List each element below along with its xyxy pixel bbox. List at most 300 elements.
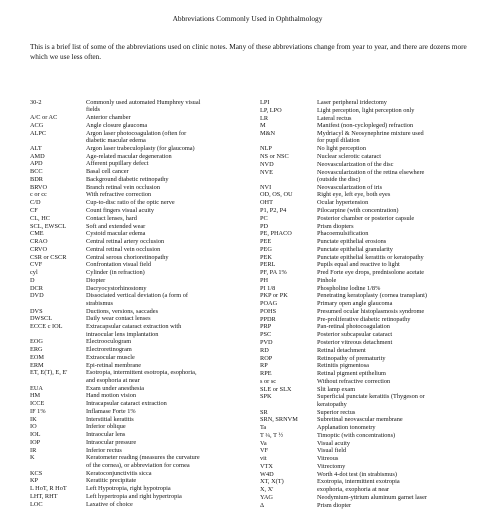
abbreviation-row bbox=[260, 308, 482, 315]
abbreviation-row bbox=[30, 130, 252, 145]
abbreviation-definition bbox=[86, 416, 252, 423]
abbreviation-term: HM bbox=[30, 392, 41, 400]
abbreviation-definition bbox=[86, 160, 252, 167]
abbreviation-row bbox=[30, 199, 252, 206]
abbreviation-term: PI 1/8 bbox=[260, 284, 276, 292]
abbreviation-row bbox=[30, 122, 252, 129]
abbreviation-row bbox=[30, 285, 252, 292]
abbreviation-definition bbox=[317, 323, 482, 330]
abbreviation-definition bbox=[317, 246, 482, 253]
abbreviation-definition bbox=[317, 145, 482, 152]
abbreviation-row bbox=[260, 145, 482, 152]
definition-line: Manifest (non-cyclopleged) refraction bbox=[317, 122, 414, 130]
abbreviation-row bbox=[260, 254, 482, 261]
definition-line: Mydriacyl & Neosynephrine mixture used bbox=[317, 130, 424, 138]
abbreviation-definition bbox=[86, 485, 252, 492]
abbreviation-definition bbox=[317, 122, 482, 129]
abbreviation-term: ALPC bbox=[30, 129, 47, 137]
abbreviation-definition bbox=[317, 463, 482, 470]
abbreviation-term: LHT, RHT bbox=[30, 492, 58, 500]
abbreviation-definition bbox=[86, 369, 252, 384]
abbreviation-definition bbox=[86, 153, 252, 160]
abbreviation-definition bbox=[86, 191, 252, 198]
abbreviation-row bbox=[260, 199, 482, 206]
abbreviation-row bbox=[260, 99, 482, 106]
abbreviation-definition bbox=[317, 191, 482, 198]
abbreviation-term: SRN, SRNVM bbox=[260, 416, 298, 424]
abbreviation-row bbox=[30, 408, 252, 415]
abbreviation-definition bbox=[86, 477, 252, 484]
abbreviation-term: DVS bbox=[30, 307, 43, 315]
definition-line: Cystoid macular edema bbox=[86, 230, 146, 238]
abbreviation-term: NLP bbox=[260, 145, 272, 153]
definition-line: Background diabetic retinopathy bbox=[86, 175, 169, 183]
abbreviation-definition bbox=[317, 153, 482, 160]
abbreviation-definition bbox=[86, 285, 252, 292]
abbreviation-row bbox=[260, 169, 482, 184]
definition-line: Presumed ocular histoplasmosis syndrome bbox=[317, 307, 425, 315]
abbreviation-definition bbox=[317, 115, 482, 122]
abbreviation-definition bbox=[86, 230, 252, 237]
abbreviation-term: D bbox=[30, 276, 35, 284]
abbreviation-term: DCR bbox=[30, 284, 43, 292]
abbreviation-term: LOC bbox=[30, 500, 43, 508]
abbreviation-term: KCS bbox=[30, 469, 43, 477]
abbreviation-definition bbox=[86, 323, 252, 338]
abbreviation-definition bbox=[317, 409, 482, 416]
abbreviation-row bbox=[30, 439, 252, 446]
abbreviation-term: ROP bbox=[260, 354, 273, 362]
definition-line: Exotropia, intermittent exotropia bbox=[317, 478, 400, 486]
definition-line: Vitrectomy bbox=[317, 462, 346, 470]
abbreviation-row bbox=[260, 323, 482, 330]
abbreviation-term: IF 1% bbox=[30, 407, 46, 415]
abbreviation-term: ERM bbox=[30, 361, 44, 369]
abbreviation-row bbox=[30, 292, 252, 307]
abbreviation-row bbox=[30, 153, 252, 160]
abbreviation-term: POAG bbox=[260, 300, 278, 308]
definition-line: With refractive correction bbox=[86, 191, 152, 199]
definition-line: Angle closure glaucoma bbox=[86, 121, 148, 129]
abbreviation-term: PH bbox=[260, 276, 269, 284]
abbreviation-definition bbox=[317, 285, 482, 292]
abbreviation-term: EOG bbox=[30, 338, 43, 346]
definition-line: Cup-to-disc ratio of the optic nerve bbox=[86, 199, 175, 207]
abbreviation-definition bbox=[86, 277, 252, 284]
abbreviation-row bbox=[30, 168, 252, 175]
abbreviation-definition bbox=[86, 168, 252, 175]
definition-line: Neovascularization of the disc bbox=[317, 160, 394, 168]
abbreviation-term: Ta bbox=[260, 424, 267, 432]
abbreviation-row bbox=[260, 207, 482, 214]
abbreviation-definition bbox=[86, 99, 252, 114]
abbreviation-definition bbox=[86, 269, 252, 276]
abbreviation-definition bbox=[86, 431, 252, 438]
intro-paragraph: This is a brief list of some of the abbreviations used on clinic notes. Many of these abbreviations change from year to year, and there are dozens more which we use less often. bbox=[30, 42, 467, 61]
abbreviation-row bbox=[260, 161, 482, 168]
abbreviation-definition bbox=[317, 261, 482, 268]
definition-line: Superficial punctate keratitis (Thygeson or bbox=[317, 393, 425, 401]
abbreviation-row bbox=[260, 370, 482, 377]
abbreviation-definition bbox=[86, 354, 252, 361]
definition-line: Inferior oblique bbox=[86, 423, 126, 431]
definition-line: and esophoria at near bbox=[86, 376, 140, 384]
definition-line: Worth 4-dot test (in strabismus) bbox=[317, 470, 397, 478]
definition-line: Left Hypotropia, right hypotropia bbox=[86, 485, 171, 493]
definition-line: Argon laser trabeculoplasty (for glaucoma) bbox=[86, 144, 195, 152]
abbreviation-term: SR bbox=[260, 408, 268, 416]
abbreviation-term: BRVO bbox=[30, 183, 47, 191]
abbreviation-definition bbox=[86, 400, 252, 407]
abbreviation-row bbox=[260, 494, 482, 501]
abbreviation-row bbox=[260, 355, 482, 362]
abbreviation-term: CL, HC bbox=[30, 214, 50, 222]
abbreviation-row bbox=[260, 300, 482, 307]
abbreviation-term: IK bbox=[30, 415, 37, 423]
abbreviation-term: cyl bbox=[30, 269, 38, 277]
abbreviation-row bbox=[30, 184, 252, 191]
abbreviation-column-left bbox=[30, 99, 252, 508]
abbreviation-row bbox=[260, 486, 482, 493]
definition-line: Lateral rectus bbox=[317, 114, 352, 122]
definition-line: Retinitis pigmentosa bbox=[317, 362, 369, 370]
definition-line: Primary open angle glaucoma bbox=[317, 300, 393, 308]
definition-line: Vitreous bbox=[317, 455, 339, 463]
abbreviation-row bbox=[260, 316, 482, 323]
abbreviation-definition bbox=[86, 338, 252, 345]
abbreviation-term: NVE bbox=[260, 168, 273, 176]
definition-line: Extracapsular cataract extraction with bbox=[86, 323, 182, 331]
abbreviation-row bbox=[30, 191, 252, 198]
abbreviation-row bbox=[260, 230, 482, 237]
definition-line: Slit lamp exam bbox=[317, 385, 356, 393]
definition-line: Basal cell cancer bbox=[86, 168, 129, 176]
definition-line: Neovascularization of iris bbox=[317, 183, 383, 191]
abbreviation-term: YAG bbox=[260, 493, 273, 501]
abbreviation-term: ALT bbox=[30, 144, 42, 152]
abbreviation-definition bbox=[86, 501, 252, 508]
abbreviation-row bbox=[30, 447, 252, 454]
abbreviation-row bbox=[260, 347, 482, 354]
abbreviation-term: PEK bbox=[260, 253, 272, 261]
definition-line: of the cornea), or abbreviation for cornea bbox=[86, 461, 190, 469]
abbreviation-term: Δ bbox=[260, 501, 265, 509]
abbreviation-definition bbox=[317, 386, 482, 393]
definition-line: Central serous chorioretinopathy bbox=[86, 253, 169, 261]
abbreviation-definition bbox=[86, 145, 252, 152]
abbreviation-term: P1, P2, P4 bbox=[260, 207, 287, 214]
abbreviation-definition bbox=[317, 331, 482, 338]
abbreviation-term: OD, OS, OU bbox=[260, 191, 293, 199]
abbreviation-row bbox=[260, 153, 482, 160]
abbreviation-definition bbox=[317, 269, 482, 276]
abbreviation-row bbox=[30, 238, 252, 245]
abbreviation-definition bbox=[317, 184, 482, 191]
abbreviation-term: C/D bbox=[30, 199, 41, 207]
abbreviation-definition bbox=[86, 215, 252, 222]
abbreviation-term: PD bbox=[260, 222, 269, 230]
definition-line: (outside the disc) bbox=[317, 175, 361, 183]
abbreviation-row bbox=[260, 393, 482, 408]
abbreviation-row bbox=[260, 184, 482, 191]
abbreviation-term: DWSCL bbox=[30, 315, 53, 323]
abbreviation-term: PE, PHACO bbox=[260, 230, 292, 238]
abbreviation-definition bbox=[317, 99, 482, 106]
abbreviation-term: LPI bbox=[260, 99, 270, 106]
abbreviation-row bbox=[30, 454, 252, 469]
definition-line: Superior rectus bbox=[317, 408, 356, 416]
definition-line: Keratitic precipitate bbox=[86, 477, 137, 485]
abbreviation-term: s or sc bbox=[260, 377, 277, 385]
abbreviation-term: NS or NSC bbox=[260, 153, 289, 160]
definition-line: Daily wear contact lenses bbox=[86, 315, 151, 323]
abbreviation-row bbox=[260, 432, 482, 439]
abbreviation-column-right bbox=[260, 99, 482, 510]
abbreviation-definition bbox=[317, 316, 482, 323]
definition-line: Exam under anesthesia bbox=[86, 384, 145, 392]
abbreviation-row bbox=[30, 176, 252, 183]
abbreviation-definition bbox=[317, 230, 482, 237]
abbreviation-row bbox=[260, 362, 482, 369]
abbreviation-definition bbox=[86, 176, 252, 183]
abbreviation-row bbox=[260, 409, 482, 416]
definition-line: Diopter bbox=[86, 276, 106, 284]
definition-line: Dacryocystorhinostomy bbox=[86, 284, 147, 292]
abbreviation-definition bbox=[317, 502, 482, 509]
definition-line: Phospholine lodine 1/8% bbox=[317, 284, 381, 292]
abbreviation-row bbox=[30, 315, 252, 322]
definition-line: Neovascularization of the retina elsewhere bbox=[317, 168, 425, 176]
abbreviation-row bbox=[30, 99, 252, 114]
definition-line: Electroretinogram bbox=[86, 346, 132, 354]
abbreviation-definition bbox=[317, 254, 482, 261]
abbreviation-row bbox=[30, 269, 252, 276]
abbreviation-definition bbox=[317, 130, 482, 145]
abbreviation-row bbox=[260, 463, 482, 470]
abbreviation-term: PEG bbox=[260, 245, 272, 253]
abbreviation-row bbox=[30, 431, 252, 438]
abbreviation-term: PEE bbox=[260, 238, 272, 246]
abbreviation-row bbox=[30, 145, 252, 152]
definition-line: Central retinal artery occlusion bbox=[86, 238, 165, 246]
abbreviation-row bbox=[260, 238, 482, 245]
abbreviation-definition bbox=[86, 184, 252, 191]
definition-line: Timoptic (with concentrations) bbox=[317, 431, 396, 439]
abbreviation-term: M&N bbox=[260, 130, 276, 138]
abbreviation-term: PPDR bbox=[260, 315, 276, 323]
abbreviation-row bbox=[260, 455, 482, 462]
abbreviation-definition bbox=[317, 161, 482, 168]
abbreviation-definition bbox=[317, 455, 482, 462]
abbreviation-row bbox=[260, 378, 482, 385]
abbreviation-row bbox=[260, 339, 482, 346]
abbreviation-term: X, X' bbox=[260, 486, 274, 494]
abbreviation-term: RD bbox=[260, 346, 269, 354]
abbreviation-definition bbox=[86, 470, 252, 477]
definition-line: Intraocular lens bbox=[86, 431, 126, 439]
abbreviation-definition bbox=[86, 207, 252, 214]
definition-line: Neodymium-yttrium aluminum garnet laser bbox=[317, 493, 427, 501]
abbreviation-row bbox=[30, 346, 252, 353]
definition-line: Punctate epithelial granularity bbox=[317, 245, 393, 253]
abbreviation-row bbox=[30, 215, 252, 222]
abbreviation-row bbox=[260, 107, 482, 114]
page-title: Abbreviations Commonly Used in Ophthalmology bbox=[172, 14, 323, 23]
abbreviation-term: APD bbox=[30, 160, 43, 168]
abbreviation-definition bbox=[86, 130, 252, 145]
abbreviation-definition bbox=[317, 215, 482, 222]
abbreviation-row bbox=[260, 471, 482, 478]
definition-line: Commonly used automated Humphrey visual bbox=[86, 99, 201, 106]
abbreviation-definition bbox=[86, 315, 252, 322]
definition-line: Nuclear sclerotic cataract bbox=[317, 153, 381, 160]
abbreviation-definition bbox=[317, 308, 482, 315]
abbreviation-row bbox=[30, 416, 252, 423]
definition-line: Applanation tonometry bbox=[317, 424, 376, 432]
abbreviation-definition bbox=[317, 362, 482, 369]
abbreviation-definition bbox=[86, 408, 252, 415]
definition-line: Dissociated vertical deviation (a form of bbox=[86, 292, 188, 300]
definition-line: Left hypertropia and right hypertropia bbox=[86, 492, 182, 500]
abbreviation-row bbox=[30, 230, 252, 237]
abbreviation-row bbox=[30, 160, 252, 167]
definition-line: Pilocarpine (with concentration) bbox=[317, 207, 399, 214]
definition-line: Anterior chamber bbox=[86, 114, 131, 122]
abbreviation-definition bbox=[317, 424, 482, 431]
definition-line: Extraocular muscle bbox=[86, 353, 135, 361]
definition-line: Without refractive correction bbox=[317, 377, 391, 385]
abbreviation-row bbox=[30, 470, 252, 477]
abbreviation-term: W4D bbox=[260, 470, 274, 478]
abbreviation-definition bbox=[86, 223, 252, 230]
abbreviation-term: POHS bbox=[260, 307, 277, 315]
abbreviation-row bbox=[260, 122, 482, 129]
abbreviation-row bbox=[30, 254, 252, 261]
abbreviation-row bbox=[260, 223, 482, 230]
definition-line: Punctate epithelial erosions bbox=[317, 238, 387, 246]
abbreviation-term: IOP bbox=[30, 438, 41, 446]
abbreviation-row bbox=[30, 423, 252, 430]
abbreviation-definition bbox=[86, 238, 252, 245]
abbreviation-row bbox=[260, 292, 482, 299]
abbreviation-row bbox=[260, 269, 482, 276]
abbreviation-term: PERL bbox=[260, 261, 276, 269]
abbreviation-term: SPK bbox=[260, 393, 272, 401]
abbreviation-row bbox=[30, 392, 252, 399]
abbreviation-term: LP, LPO bbox=[260, 106, 282, 114]
abbreviation-definition bbox=[86, 122, 252, 129]
definition-line: Ocular hypertension bbox=[317, 199, 369, 207]
abbreviation-definition bbox=[317, 199, 482, 206]
definition-line: Posterior chamber or posterior capsule bbox=[317, 214, 415, 222]
definition-line: strabismus bbox=[86, 299, 113, 307]
abbreviation-definition bbox=[317, 238, 482, 245]
definition-line: Cylinder (in refraction) bbox=[86, 269, 145, 277]
abbreviation-term: vit bbox=[260, 455, 267, 463]
abbreviation-term: IO bbox=[30, 423, 37, 431]
abbreviation-row bbox=[260, 440, 482, 447]
definition-line: Visual field bbox=[317, 447, 347, 455]
abbreviation-definition bbox=[317, 440, 482, 447]
abbreviation-definition bbox=[317, 169, 482, 184]
abbreviation-definition bbox=[317, 478, 482, 485]
abbreviation-term: KP bbox=[30, 477, 39, 485]
abbreviation-row bbox=[30, 261, 252, 268]
abbreviation-definition bbox=[86, 261, 252, 268]
abbreviation-definition bbox=[86, 454, 252, 469]
definition-line: Count fingers visual acuity bbox=[86, 207, 155, 214]
abbreviation-term: LR bbox=[260, 114, 269, 122]
definition-line: Laxative of choice bbox=[86, 500, 133, 508]
abbreviation-term: NVI bbox=[260, 183, 272, 191]
abbreviation-term: IR bbox=[30, 446, 37, 454]
abbreviation-term: CRVO bbox=[30, 245, 47, 253]
abbreviation-row bbox=[30, 362, 252, 369]
abbreviation-definition bbox=[317, 370, 482, 377]
abbreviation-term: A/C or AC bbox=[30, 114, 58, 122]
abbreviation-definition bbox=[317, 107, 482, 114]
abbreviation-term: CRAO bbox=[30, 238, 48, 246]
definition-line: Prism diopters bbox=[317, 222, 354, 230]
abbreviation-row bbox=[30, 114, 252, 121]
definition-line: Intraocular pressure bbox=[86, 438, 137, 446]
abbreviation-term: ECCE c IOL bbox=[30, 323, 63, 331]
abbreviation-term: PF, PA 1% bbox=[260, 269, 287, 277]
abbreviation-term: ET, E(T), E, E' bbox=[30, 369, 68, 377]
definition-line: Posterior subcapsular cataract bbox=[317, 331, 393, 339]
definition-line: Retinal pigment epithelium bbox=[317, 370, 386, 378]
abbreviation-row bbox=[260, 246, 482, 253]
abbreviation-term: L HoT, R HoT bbox=[30, 485, 67, 493]
abbreviation-term: T ¼, T ½ bbox=[260, 431, 284, 439]
abbreviation-definition bbox=[317, 447, 482, 454]
abbreviation-term: RPE bbox=[260, 370, 272, 378]
definition-line: Argon laser photocoagulation (often for bbox=[86, 129, 187, 137]
abbreviation-row bbox=[30, 246, 252, 253]
definition-line: Afferent pupillary defect bbox=[86, 160, 149, 168]
definition-line: Inflamase Forte 1% bbox=[86, 407, 136, 415]
abbreviation-row bbox=[260, 478, 482, 485]
abbreviation-term: SCL, EWSCL bbox=[30, 222, 67, 230]
abbreviation-row bbox=[30, 323, 252, 338]
abbreviation-term: PKP or PK bbox=[260, 292, 288, 300]
abbreviation-definition bbox=[317, 486, 482, 493]
abbreviation-term: PSC bbox=[260, 331, 272, 339]
definition-line: Prism diopter bbox=[317, 501, 352, 509]
definition-line: Right eye, left eye, both eyes bbox=[317, 191, 391, 199]
abbreviation-row bbox=[30, 501, 252, 508]
abbreviation-term: c or cc bbox=[30, 191, 47, 199]
definition-line: Contact lenses, hard bbox=[86, 214, 137, 222]
abbreviation-definition bbox=[86, 199, 252, 206]
abbreviation-term: EUA bbox=[30, 384, 43, 392]
abbreviation-definition bbox=[86, 292, 252, 307]
abbreviation-definition bbox=[86, 254, 252, 261]
abbreviation-term: M bbox=[260, 122, 266, 130]
definition-line: Interstitial keratitis bbox=[86, 415, 134, 423]
abbreviation-term: DVD bbox=[30, 292, 44, 300]
definition-line: Keratometer reading (measures the curvature bbox=[86, 454, 200, 462]
abbreviation-term: SLE or SLX bbox=[260, 385, 292, 393]
abbreviation-definition bbox=[86, 308, 252, 315]
abbreviation-term: BCC bbox=[30, 168, 43, 176]
definition-line: Posterior vitreous detachment bbox=[317, 339, 393, 347]
abbreviation-definition bbox=[86, 246, 252, 253]
abbreviation-term: ACG bbox=[30, 121, 44, 129]
abbreviation-term: 30-2 bbox=[30, 99, 42, 106]
definition-line: Subretinal neovascular membrane bbox=[317, 416, 403, 424]
abbreviation-definition bbox=[317, 277, 482, 284]
